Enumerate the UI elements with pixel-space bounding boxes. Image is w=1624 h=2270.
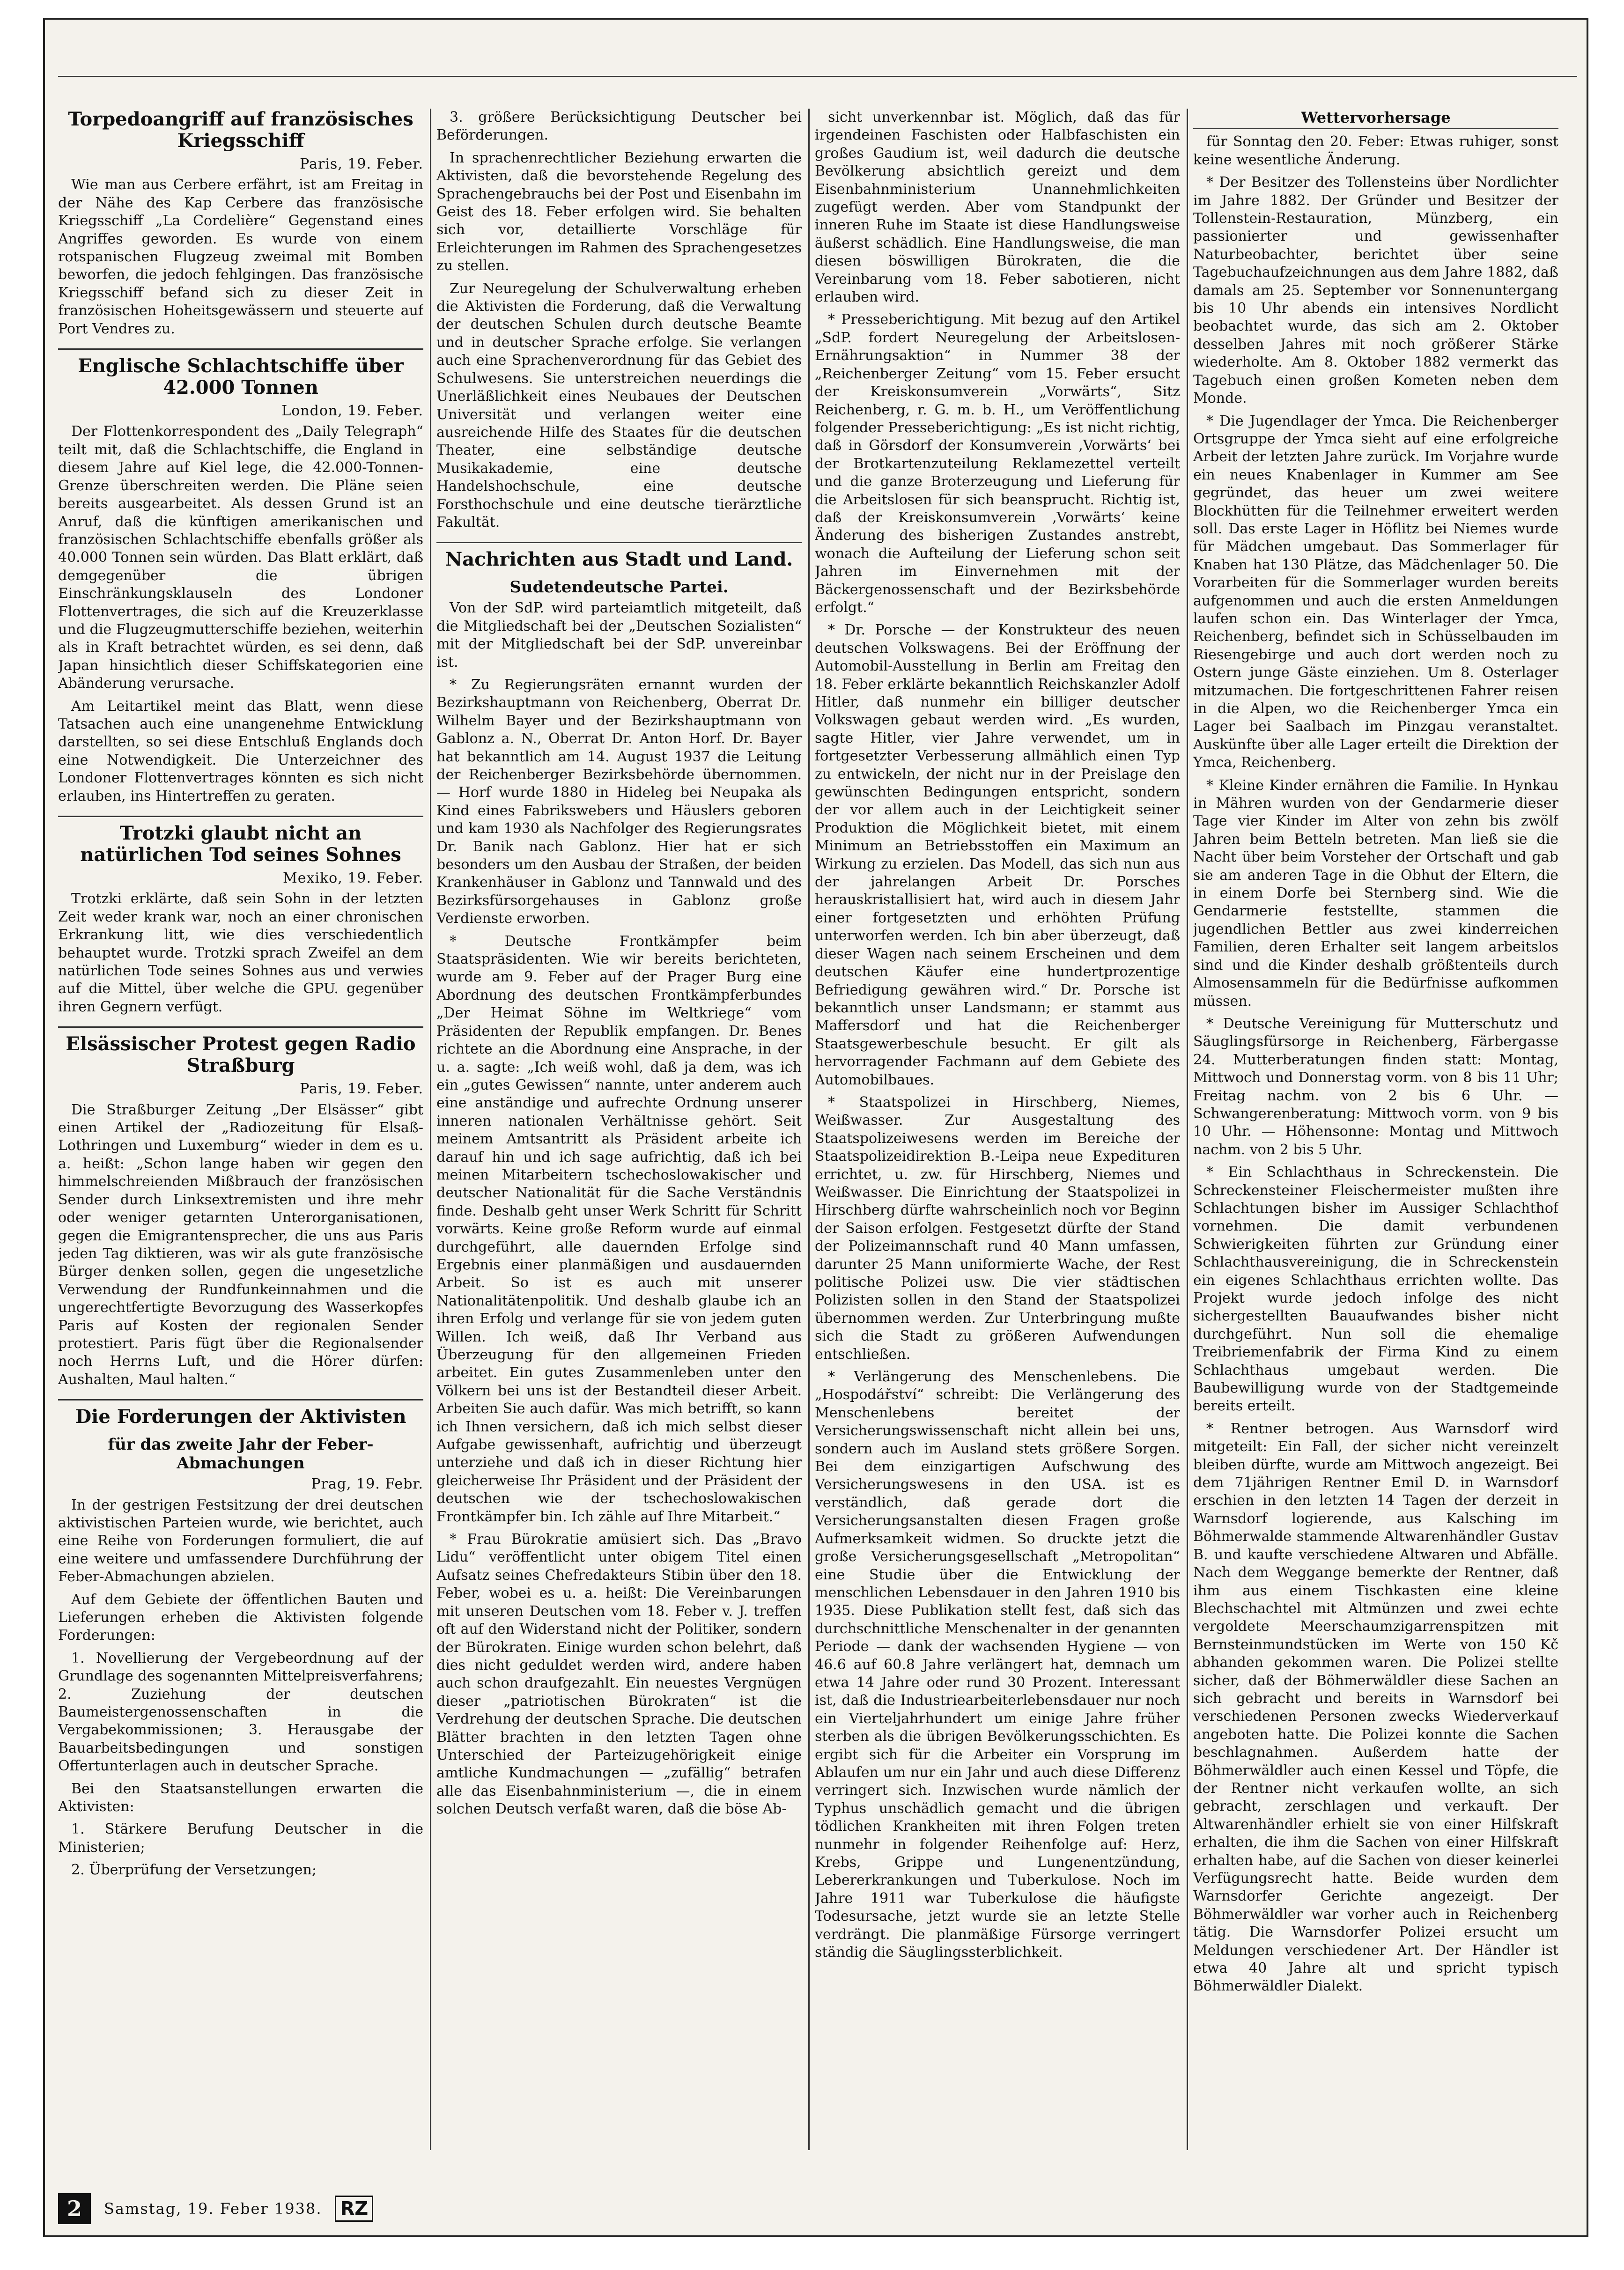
article-paragraph: * Der Besitzer des Tollensteins über Nordlichter im Jahre 1882. Der Gründer und Besitzer der Tollenstein-Restauration, Münzberg, ein passionierter und gewissenhafter Naturbeobachter, berichtet über seine Tagebuchaufzeichnungen aus dem Jahre 1882, daß damals am 25. September vor Sonnenuntergang bis 10 Uhr abends ein intensives Nordlicht beobachtet wurde, das sich am 2. Oktober desselben Jahres mit noch größerer Stärke wiederholte. Am 8. Oktober 1882 vermerkt das Tagebuch einen großen Kometen neben dem Monde. xyxy=(1193,174,1558,407)
article-paragraph: * Ein Schlachthaus in Schreckenstein. Die Schreckensteiner Fleischermeister mußten ihre Schlachtungen bisher im Aussiger Schlachthof vornehmen. Die damit verbundenen Schwierigkeiten führten zur Gründung einer Schlachthausvereinigung, die in Schreckenstein ein eigenes Schlachthaus errichten wollte. Das Projekt wurde jedoch infolge des nicht sichergestellten Bauaufwandes bisher nicht durchgeführt. Nun soll die ehemalige Treibriemenfabrik der Firma Kind zu einem Schlachthaus umgebaut werden. Die Baubewilligung wurde von der Stadtgemeinde bereits erteilt. xyxy=(1193,1164,1558,1415)
header-rule xyxy=(58,76,1577,77)
article-paragraph: Trotzki erklärte, daß sein Sohn in der letzten Zeit weder krank war, noch an einer chronischen Erkrankung litt, wie dies verschiedentlich behauptet wurde. Trotzki sprach Zweifel an dem natürlichen Tode seines Sohnes aus und verwies auf die Mittel, über welche die GPU. gegenüber ihren Gegnern verfügt. xyxy=(58,891,423,1015)
article-paragraph: sicht unverkennbar ist. Möglich, daß das für irgendeinen Faschisten oder Halbfaschisten ein großes Gaudium ist, weil dadurch die deutsche Bevölkerung absichtlich gereizt und dem Eisenbahnministerium Unannehmlichkeiten zugefügt werden. Aber vom Standpunkt der inneren Ruhe im Staate ist diese Handlungsweise äußerst schädlich. Eine Handlungsweise, die man diesen böswilligen Bürokraten, die die Vereinbarung vom 18. Feber sabotieren, nicht erlauben wird. xyxy=(815,109,1180,306)
article-paragraph: * Staatspolizei in Hirschberg, Niemes, Weißwasser. Zur Ausgestaltung des Staatspolizeiwesens werden im Bereiche der Staatspolizeidirektion B.-Leipa neue Expedituren errichtet, u. zw. für Hirschberg, Niemes und Weißwasser. Die Einrichtung der Staatspolizei in Hirschberg dürfte wahrscheinlich noch vor Beginn der Saison erfolgen. Festgesetzt dürfte der Stand der Polizeimannschaft rund 40 Mann umfassen, darunter 25 Mann uniformierte Wache, der Rest politische Polizei usw. Die vier städtischen Polizisten sollen in den Stand der Staatspolizei übernommen werden. Zur Unterbringung mußte sich die Stadt zu größeren Aufwendungen entschließen. xyxy=(815,1094,1180,1363)
dateline: Paris, 19. Feber. xyxy=(300,1081,423,1098)
column-1 xyxy=(58,109,423,2150)
column-rule xyxy=(808,109,810,2150)
article-paragraph: 1. Stärkere Berufung Deutscher in die Ministerien; xyxy=(58,1821,423,1856)
headline: Englische Schlachtschiffe über 42.000 Tonnen xyxy=(58,348,423,398)
article-paragraph: 2. Überprüfung der Versetzungen; xyxy=(71,1862,317,1879)
column-rule xyxy=(1187,109,1188,2150)
article-paragraph: Wie man aus Cerbere erfährt, ist am Freitag in der Nähe des Kap Cerbere das französische Kriegsschiff „La Cordelière“ Gegenstand eines Angriffes geworden. Es wurde von einem rotspanischen Flugzeug zweimal mit Bomben beworfen, die jedoch fehlgingen. Das französische Kriegsschiff befand sich zu dieser Zeit in französischen Hoheitsgewässern und steuerte auf Port Vendres zu. xyxy=(58,177,423,337)
article-paragraph: 1. Novellierung der Vergebeordnung auf der Grundlage des sogenannten Mittelpreisverfahrens; 2. Zuziehung der deutschen Baumeistergenossenschaften in die Vergabekommissionen; 3. Herausgabe der Bauarbeitsbedingungen und sonstigen Offertunterlagen auch in deutscher Sprache. xyxy=(58,1650,423,1775)
article-paragraph: Die Straßburger Zeitung „Der Elsässer“ gibt einen Artikel der „Radiozeitung für Elsaß-Lothringen und Luxemburg“ wieder in dem es u. a. heißt: „Schon lange haben wir gegen den himmelschreienden Mißbrauch der französischen Sender durch Linksextremisten und ihre mehr oder weniger getarnten Unterorganisationen, gegen die Emigrantensprecher, die uns aus Paris jeden Tag diktieren, was wir als gute französische Bürger denken sollen, gegen die ungesetzliche Verwendung der Rundfunkeinnahmen und die ungerechtfertigte Bevorzugung des Wasserkopfes Paris auf Kosten der regionalen Sender protestiert. Paris fügt über die Regionalsender noch Herrns Luft, und die Hörer dürfen: Aushalten, Maul halten.“ xyxy=(58,1101,423,1388)
column-rule xyxy=(430,109,431,2150)
weather-title: Wettervorhersage xyxy=(1193,109,1558,129)
article-paragraph: * Dr. Porsche — der Konstrukteur des neuen deutschen Volkswagens. Bei der Eröffnung der Automobil-Ausstellung in Berlin am Freitag den 18. Feber erklärte bekanntlich Reichskanzler Adolf Hitler, daß nunmehr ein billiger deutscher Volkswagen gebaut werden wird. „Es wurden, sagte Hitler, vier Jahre verwendet, um in fortgesetzter Verbesserung allmählich einen Typ zu entwickeln, der nicht nur in der Preislage den gewünschten Bedingungen entspricht, sondern der vor allem auch in der Leichtigkeit seiner Produktion die Möglichkeit bietet, mit einem Minimum an Betriebsstoffen ein Maximum an Wirkung zu erzielen. Das Modell, das sich nun aus der jahrelangen Arbeit Dr. Porsches herauskristallisiert hat, wird auch in diesem Jahr einer fortgesetzten und erhöhten Prüfung unterworfen werden. Ich bin aber überzeugt, daß dieser Wagen nach seinem Erscheinen und dem deutschen Käufer eine hundertprozentige Befriedigung gewähren wird.“ Dr. Porsche ist bekanntlich unser Landsmann; er stammt aus Maffersdorf und hat die Reichenberger Staatsgewerbeschule besucht. Er gilt als hervorragender Fachmann auf dem Gebiete des Automobilbaues. xyxy=(815,622,1180,1088)
dateline: Mexiko, 19. Feber. xyxy=(282,870,423,886)
article-paragraph: Bei den Staatsanstellungen erwarten die Aktivisten: xyxy=(58,1780,423,1815)
headline: Trotzki glaubt nicht an natürlichen Tod seines Sohnes xyxy=(58,816,423,866)
subheadline: für das zweite Jahr der Feber-Abmachungen xyxy=(108,1435,374,1473)
article-paragraph: * Zu Regierungsräten ernannt wurden der Bezirkshauptmann von Reichenberg, Oberrat Dr. Wilhelm Bayer und der Bezirkshauptmann von Gablonz a. N., Oberrat Dr. Anton Horf. Dr. Bayer hat bekanntlich am 14. August 1937 die Leitung der Reichenberger Bezirksbehörde übernommen. — Horf wurde 1880 in Hideleg bei Neupaka als Kind eines Fabrikswebers und Häuslers geboren und kam 1930 als Nachfolger des Regierungsrates Dr. Banik nach Gablonz. Hier hat er sich besonders um den Ausbau der Straßen, der beiden Krankenhäuser in Gablonz und Tannwald und des Bezirksfürsorgehauses in Gablonz große Verdienste erworben. xyxy=(436,676,802,927)
article-paragraph: * Verlängerung des Menschenlebens. Die „Hospodářství“ schreibt: Die Verlängerung des Menschenlebens bereitet der Versicherungswissenschaft nicht allein bei uns, sondern auch im Ausland stets größere Sorgen. Bei dem einzigartigen Aufschwung des Versicherungswesens in den USA. ist es verständlich, daß gerade dort die Versicherungsanstalten diesen Fragen große Aufmerksamkeit widmen. So druckte jetzt die große Versicherungsgesellschaft „Metropolitan“ eine Studie über die Entwicklung der menschlichen Lebensdauer in den Jahren 1910 bis 1935. Diese Publikation stellt fest, daß sich das durchschnittliche Menschenalter in der genannten Periode — dank der wachsenden Hygiene — von 46.6 auf 60.8 Jahre verlängert hat, demnach um etwa 14 Jahre oder rund 30 Prozent. Interessant ist, daß die Industriearbeiterlebensdauer nur noch ein Vierteljahrhundert um einige Jahre früher sterben als die übrigen Bevölkerungsschichten. Es ergibt sich für die Arbeiter ein Vorsprung im Ablaufen um nur ein Jahr und auch diese Differenz verringert sich. Inzwischen wurde nämlich der Typhus unschädlich gemacht und die übrigen tödlichen Krankheiten mit ihren Folgen treten nunmehr in folgender Reihenfolge auf: Herz, Krebs, Grippe und Lungenentzündung, Lebererkrankungen und Tuberkulose. Noch im Jahre 1911 war Tuberkulose die häufigste Todesursache, jetzt wurde sie an letzte Stelle verdrängt. Die planmäßige Fürsorge verringert ständig die Säuglingssterblichkeit. xyxy=(815,1369,1180,1961)
headline: Elsässischer Protest gegen Radio Straßburg xyxy=(58,1026,423,1076)
headline: Torpedoangriff auf französisches Kriegsschiff xyxy=(68,109,413,152)
dateline: Paris, 19. Feber. xyxy=(300,156,423,172)
article-paragraph: * Die Jugendlager der Ymca. Die Reichenberger Ortsgruppe der Ymca sieht auf eine erfolgreiche Arbeit der letzten Jahre zurück. Im Vorjahre wurde ein neues Knabenlager in Kummer am See gegründet, das heuer um zwei weitere Blockhütten für die Teilnehmer erweitert werden soll. Das erste Lager in Höflitz bei Niemes wurde für Mädchen umgebaut. Das Sommerlager für Knaben hat 130 Plätze, das Mädchenlager 50. Die Vorarbeiten für die Sommerlager wurden bereits aufgenommen und auch die ersten Anmeldungen laufen schon ein. Das Winterlager der Ymca, Reichenberg, befindet sich in Schüsselbauden im Riesengebirge und auch dort werden noch zu Ostern junge Gäste einziehen. Um 8. Osterlager mitzumachen. Die fortgeschrittenen Fahrer reisen in die Alpen, wo die Reichenberger Ymca ein Lager bei Saalbach im Pinzgau veranstaltet. Auskünfte über alle Lager erteilt die Direktion der Ymca, Reichenberg. xyxy=(1193,413,1558,771)
column-4 xyxy=(1193,109,1558,2150)
weather-text: für Sonntag den 20. Feber: Etwas ruhiger, sonst keine wesentliche Änderung. xyxy=(1193,133,1558,168)
article-paragraph: * Deutsche Frontkämpfer beim Staatspräsidenten. Wie wir bereits berichteten, wurde am 9. Feber auf der Prager Burg eine Abordnung des deutschen Frontkämpferbundes „Der Heimat Söhne im Weltkriege“ vom Präsidenten der Republik empfangen. Dr. Benes richtete an die Abordnung eine Ansprache, in der u. a. sagte: „Ich weiß wohl, daß ja dem, was ich ein „gutes Gewissen“ nannte, unter anderem auch eine anständige und aufrechte Ordnung unserer inneren nationalen Verhältnisse gehört. Seit meinem Amtsantritt als Präsident arbeite ich darauf hin und ich sage aufrichtig, daß ich bei meinen Mitarbeitern tschechoslowakischer und deutscher Nationalität für die Sache Verständnis finde. Deshalb geht unser Werk Schritt für Schritt vorwärts. Keine große Reform wurde auf einmal durchgeführt, alle dauernden Erfolge sind Ergebnis einer planmäßigen und ausdauernden Arbeit. So ist es auch mit unserer Nationalitätenpolitik. Und deshalb glaube ich an ihren Erfolg und verlange für sie von jedem guten Willen. Ich weiß, daß Ihr Verband aus Überzeugung für den allgemeinen Frieden arbeitet. Ein gutes Zusammenleben unter den Völkern bei uns ist der Bestandteil dieser Arbeit. Arbeiten Sie auch dafür. Was mich betrifft, so kann ich Ihnen versichern, daß ich mich selbst dieser Aufgabe gewissenhaft, aufrichtig und überzeugt unterziehe und daß ich in dieser Richtung hier gleicherweise Ihr Präsident und der Präsident der deutschen wie der tschechoslowakischen Frontkämpfer bin. Ich zähle auf Ihre Mitarbeit.“ xyxy=(436,933,802,1525)
article-paragraph: * Frau Bürokratie amüsiert sich. Das „Bravo Lidu“ veröffentlicht unter obigem Titel einen Aufsatz seines Chefredakteurs Stibin über den 18. Feber, wobei es u. a. heißt: Die Vereinbarungen mit unseren Deutschen vom 18. Feber v. J. treffen oft auf den Widerstand nicht der Politiker, sondern der Bürokraten. Einige wurden schon belehrt, daß dies nicht geduldet werden wird, andere haben auch schon draufgezahlt. Ein neuestes Vergnügen dieser „patriotischen Bürokraten“ ist die Verdrehung der deutschen Sprache. Die deutschen Blätter brachten in den letzten Tagen ohne Unterschied der Parteizugehörigkeit einige amtliche Kundmachungen — „zufällig“ betrafen alle das Eisenbahnministerium —, die in einem solchen Deutsch verfaßt waren, daß die böse Ab- xyxy=(436,1531,802,1818)
article-paragraph: 3. größere Berücksichtigung Deutscher bei Beförderungen. xyxy=(436,109,802,144)
dateline: London, 19. Feber. xyxy=(281,403,423,420)
article-paragraph: Der Flottenkorrespondent des „Daily Telegraph“ teilt mit, daß die Schlachtschiffe, die England in diesem Jahre auf Kiel lege, die 42.000-Tonnen-Grenze überschreiten werden. Die Pläne seien bereits ausgearbeitet. Als dessen Grund ist an Anruf, daß die künftigen amerikanischen und französischen Schlachtschiffe ebenfalls größer als 40.000 Tonnen sein würden. Das Blatt erklärt, daß demgegenüber die übrigen Einschränkungsklauseln des Londoner Flottenvertrages, die sich auf die Kreuzerklasse und die Flugzeugmutterschiffe beziehen, weiterhin als in Kraft betrachtet würden, es sei denn, daß Japan hinsichtlich dieser Schiffskategorien eine Abänderung verursache. xyxy=(58,423,423,692)
page-footer xyxy=(58,2192,423,2225)
page-number: 2 xyxy=(58,2193,91,2224)
newspaper-page xyxy=(43,18,1588,2237)
issue-date: Samstag, 19. Feber 1938. xyxy=(104,2200,322,2218)
column-3 xyxy=(815,109,1180,2150)
section-headline: Nachrichten aus Stadt und Land. xyxy=(436,542,802,570)
article-paragraph: Am Leitartikel meint das Blatt, wenn diese Tatsachen auch eine unangenehme Entwicklung darstellten, so sei diese Entschluß Englands doch eine Notwendigkeit. Die Unterzeichner des Londoner Flottenvertrages könnten es sich nicht erlauben, ins Hintertreffen zu geraten. xyxy=(58,698,423,804)
article-paragraph: Zur Neuregelung der Schulverwaltung erheben die Aktivisten die Forderung, daß die Verwaltung der deutschen Schulen durch deutsche Beamte und in deutscher Sprache erfolge. Sie verlangen auch eine Sprachenverordnung für das Gebiet des Schulwesens. Sie unterstreichen neuerdings die Unerläßlichkeit eines Neubaues der Deutschen Universität und verlangen weiter eine ausreichende Hilfe des Staates für die deutschen Theater, eine selbständige deutsche Musikakademie, eine deutsche Handelshochschule, eine deutsche Forsthochschule und eine deutsche tierärztliche Fakultät. xyxy=(436,280,802,531)
article-paragraph: * Rentner betrogen. Aus Warnsdorf wird mitgeteilt: Ein Fall, der sicher nicht vereinzelt bleiben dürfte, wurde am Mittwoch angezeigt. Bei dem 71jährigen Rentner Emil D. in Warnsdorf erschien in den letzten 14 Tagen der derzeit in Warnsdorf logierende, aus Kalsching im Böhmerwalde stammende Altwarenhändler Gustav B. und kaufte verschiedene Altwaren und Abfälle. Nach dem Weggange bemerkte der Rentner, daß ihm aus einem Tischkasten eine kleine Blechschachtel mit Altmünzen und zwei echte vergoldete Meerschaumzigarrenspitzen mit Bernsteinmundstücken im Werte von 150 Kč abhanden gekommen waren. Die Polizei stellte sicher, daß der Böhmerwäldler diese Sachen an sich gebracht und bereits in Warnsdorf bei verschiedenen Personen zwecks Wiederverkauf angeboten hatte. Die Polizei konnte die Sachen beschlagnahmen. Außerdem hatte der Böhmerwäldler auch einen Kessel und Töpfe, die der Rentner nicht verkaufen wollte, an sich gebracht, zerschlagen und verkauft. Der Altwarenhändler erhielt sie von einer Hilfskraft erhalten, die ihm die Sachen von einer Hilfskraft erhalten habe, auf die Sachen von dieser keinerlei Verfügungsrecht hatte. Beide wurden dem Warnsdorfer Gerichte angezeigt. Der Böhmerwäldler war vorher auch in Reichenberg tätig. Die Warnsdorfer Polizei ersucht um Meldungen verschiedener Art. Der Händler ist etwa 40 Jahre alt und spricht typisch Böhmerwäldler Dialekt. xyxy=(1193,1420,1558,1995)
column-2 xyxy=(436,109,802,2150)
article-paragraph: * Kleine Kinder ernähren die Familie. In Hynkau in Mähren wurden von der Gendarmerie dieser Tage vier Kinder im Alter von zehn bis zwölf Jahren beim Betteln betreten. Man ließ sie die Nacht über beim Vorsteher der Ortschaft und gab sie am anderen Tage in die Obhut der Eltern, die in einem Dorfe bei Sternberg sind. Wie die Gendarmerie feststellte, stammen die jugendlichen Bettler aus zwei kinderreichen Familien, deren Erhalter seit langem arbeitslos sind und die Kinder deshalb größtenteils durch Almosensammeln für die Bedürfnisse aufkommen müssen. xyxy=(1193,777,1558,1010)
article-paragraph: * Deutsche Vereinigung für Mutterschutz und Säuglingsfürsorge in Reichenberg, Färbergasse 24. Mutterberatungen finden statt: Montag, Mittwoch und Donnerstag vorm. von 8 bis 11 Uhr; Freitag nachm. von 2 bis 6 Uhr. — Schwangerenberatung: Mittwoch vorm. von 9 bis 10 Uhr. — Höhensonne: Montag und Mittwoch nachm. von 2 bis 5 Uhr. xyxy=(1193,1015,1558,1158)
headline: Die Forderungen der Aktivisten xyxy=(58,1399,423,1428)
article-paragraph: In sprachenrechtlicher Beziehung erwarten die Aktivisten, daß die bevorstehende Regelung des Sprachengebrauchs bei der Post und Eisenbahn im Geist des 18. Feber erfolgen wird. Sie behalten sich vor, detaillierte Vorschläge für Erleichterungen im Rahmen des Sprachengesetzes zu stellen. xyxy=(436,149,802,274)
article-paragraph: Von der SdP. wird parteiamtlich mitgeteilt, daß die Mitgliedschaft bei der „Deutschen Sozialisten“ mit der Mitgliedschaft bei der SdP. unvereinbar ist. xyxy=(436,600,802,671)
dateline: Prag, 19. Febr. xyxy=(311,1476,423,1493)
article-paragraph: * Presseberichtigung. Mit bezug auf den Artikel „SdP. fordert Neuregelung der Arbeitslosen-Ernährungsaktion“ in Nummer 38 der „Reichenberger Zeitung“ vom 15. Feber ersucht der Kreiskonsumverein „Vorwärts“, Sitz Reichenberg, r. G. m. b. H., um Veröffentlichung folgender Presseberichtigung: „Es ist nicht richtig, daß in Görsdorf der Konsumverein ‚Vorwärts‘ bei der Brotkartenzuteilung Reklamezettel verteilt und die ganze Broterzeugung und Lieferung für die Arbeitslosen für sich beansprucht. Richtig ist, daß der Kreiskonsumverein ‚Vorwärts‘ keine Änderung des bisherigen Zustandes anstrebt, wonach die Aufteilung der Lieferung schon seit Jahren im Einvernehmen mit der Bäckergenossenschaft und der Bezirksbehörde erfolgt.“ xyxy=(815,311,1180,616)
article-paragraph: In der gestrigen Festsitzung der drei deutschen aktivistischen Parteien wurde, wie berichtet, auch eine Reihe von Forderungen formuliert, die auf eine weitere und umfassendere Durchführung der Feber-Abmachungen abzielen. xyxy=(58,1496,423,1585)
subheadline: Sudetendeutsche Partei. xyxy=(509,578,729,597)
article-paragraph: Auf dem Gebiete der öffentlichen Bauten und Lieferungen erheben die Aktivisten folgende Forderungen: xyxy=(58,1591,423,1644)
newspaper-logo: RZ xyxy=(335,2196,373,2222)
